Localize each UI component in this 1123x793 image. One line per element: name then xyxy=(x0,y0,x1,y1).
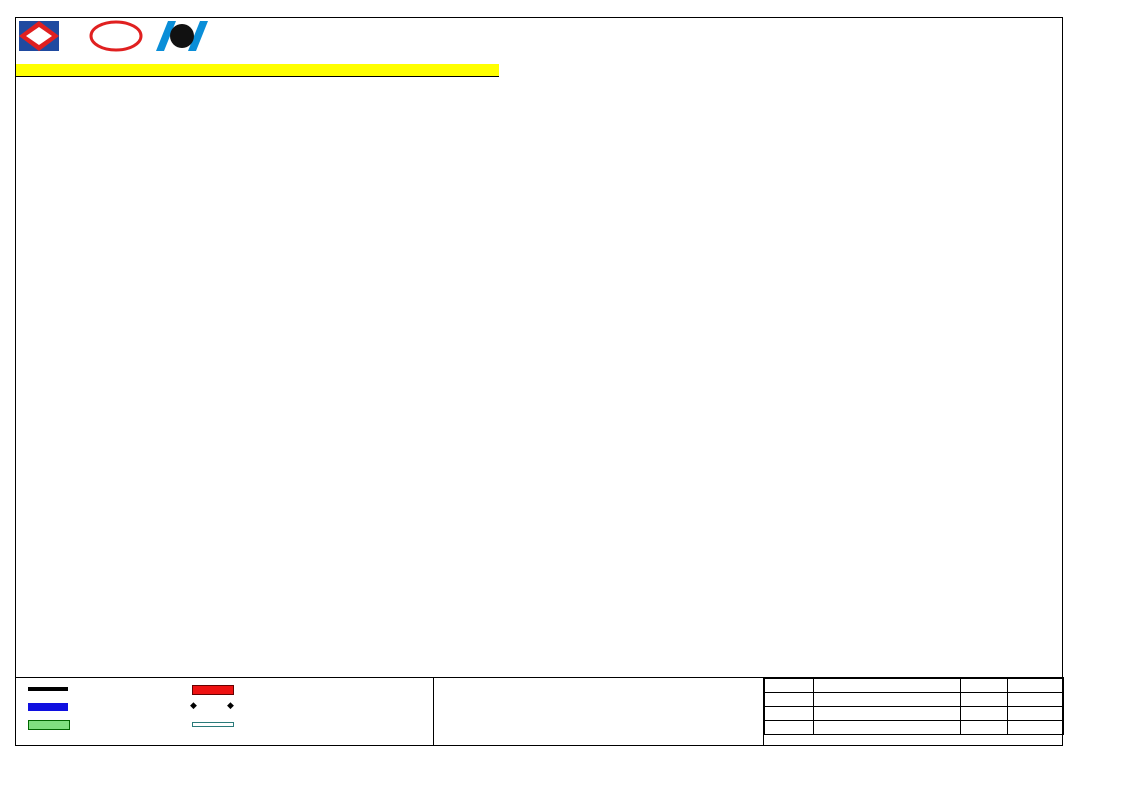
gantt-chart xyxy=(499,64,1062,676)
legend-actual-swatch xyxy=(28,703,68,711)
title-block xyxy=(433,677,764,746)
rev-checked xyxy=(961,693,1008,707)
rev-empty-cell xyxy=(814,707,961,721)
rev-empty-cell xyxy=(765,721,814,735)
legend xyxy=(16,677,433,746)
rev-header-date xyxy=(765,679,814,693)
rev-empty-cell xyxy=(961,707,1008,721)
legend-dwp00b-swatch xyxy=(192,722,234,727)
rev-header-approved xyxy=(1008,679,1064,693)
rev-empty-cell xyxy=(961,721,1008,735)
logos xyxy=(16,18,316,62)
legend-dwp01a-swatch xyxy=(28,687,68,691)
revision-block xyxy=(763,677,1064,746)
dragages-logo xyxy=(19,21,59,51)
rev-empty-cell xyxy=(1008,707,1064,721)
chec-logo xyxy=(91,22,141,50)
rev-approved xyxy=(1008,693,1064,707)
milestone-icon: ◆ xyxy=(190,700,197,710)
legend-critical-swatch xyxy=(192,685,234,695)
milestone-icon: ◆ xyxy=(227,700,234,710)
activity-table xyxy=(16,64,499,77)
rev-header-checked xyxy=(961,679,1008,693)
rev-header-revision xyxy=(814,679,961,693)
rev-empty-cell xyxy=(814,721,961,735)
rev-date xyxy=(765,693,814,707)
rev-revision xyxy=(814,693,961,707)
vsl-logo xyxy=(156,21,208,51)
legend-remaining-swatch xyxy=(28,720,70,730)
rev-empty-cell xyxy=(765,707,814,721)
table-header xyxy=(16,64,499,77)
rev-empty-cell xyxy=(1008,721,1064,735)
